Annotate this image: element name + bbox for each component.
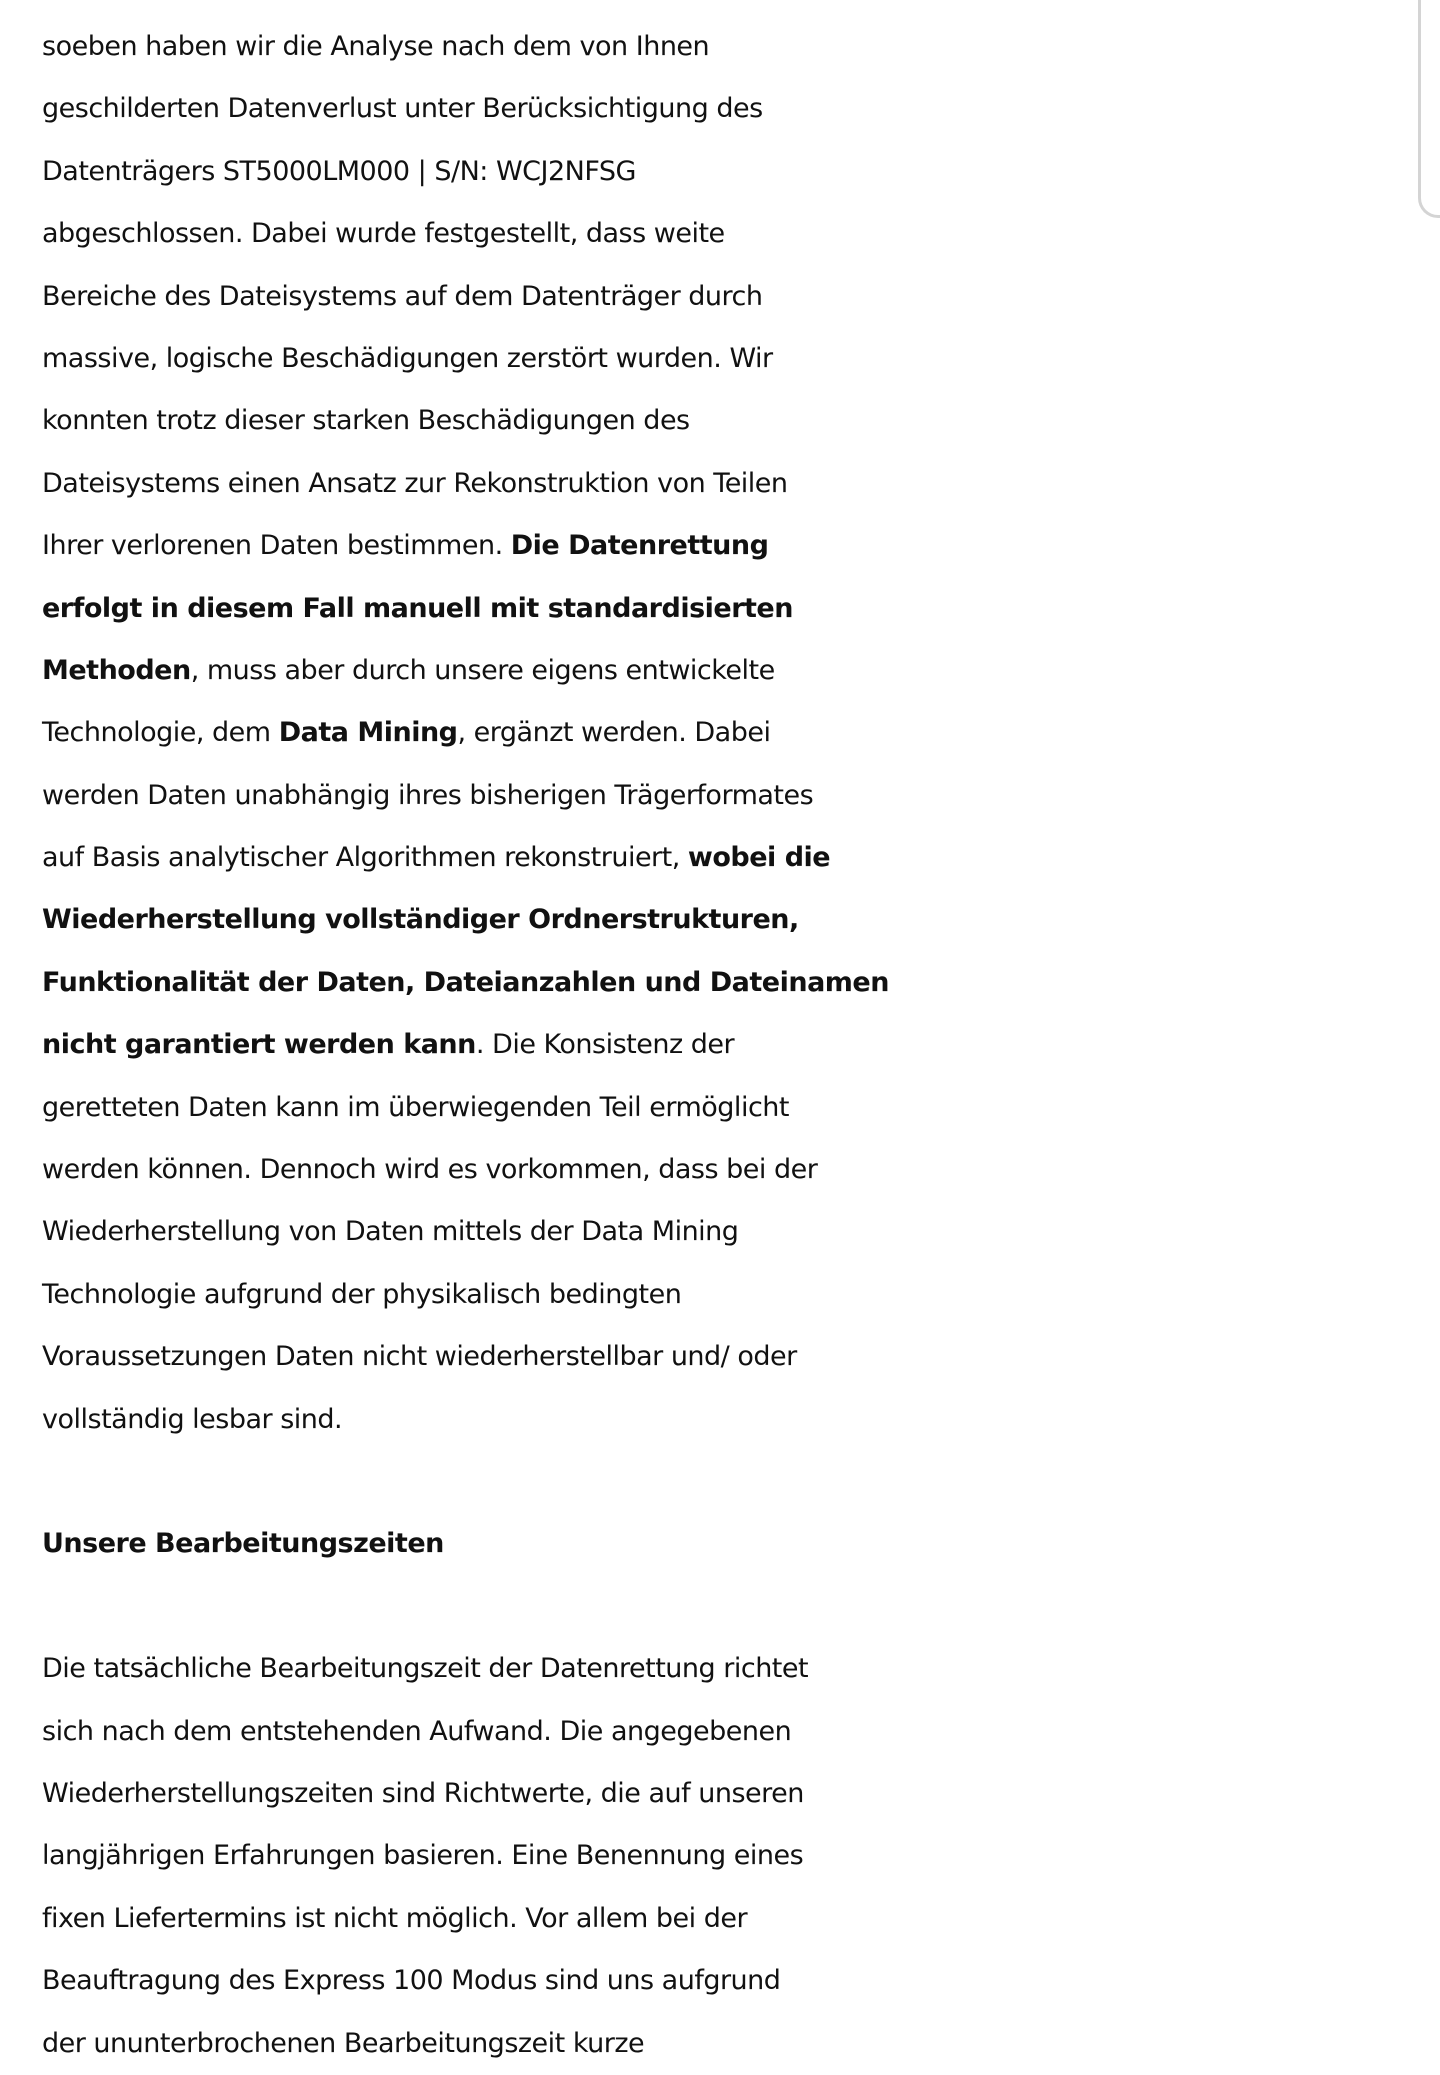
bold-run: Wiederherstellung vollständiger Ordnerstrukturen, [42, 904, 799, 936]
bold-run: Funktionalität der Daten, Dateianzahlen und Dateinamen [42, 966, 889, 998]
text-run: Technologie, dem [42, 717, 279, 749]
bold-run: erfolgt in diesem Fall manuell mit standardisierten [42, 592, 793, 624]
section-heading: Unsere Bearbeitungszeiten [42, 1528, 444, 1560]
text-line: Bereiche des Dateisystems auf dem Datenträger durch [42, 280, 763, 312]
text-line: konnten trotz dieser starken Beschädigungen des [42, 405, 690, 437]
scrollbar[interactable] [1418, 0, 1440, 218]
text-line: geschilderten Datenverlust unter Berücksichtigung des [42, 93, 763, 125]
text-line [42, 640, 1432, 702]
bold-run: wobei die [687, 842, 831, 874]
text-line [42, 578, 1432, 640]
bold-run: nicht garantiert werden kann [42, 1029, 476, 1061]
text-line: Technologie aufgrund der physikalisch bedingten [42, 1278, 682, 1310]
text-line [42, 702, 1432, 764]
text-run: , ergänzt werden. Dabei [457, 717, 771, 749]
text-line: massive, logische Beschädigungen zerstört wurden. Wir [42, 342, 773, 374]
text-line: der ununterbrochenen Bearbeitungszeit kurze [42, 2027, 645, 2059]
text-line: soeben haben wir die Analyse nach dem von Ihnen [42, 31, 710, 62]
text-line [42, 515, 1432, 577]
text-line: Wiederherstellungszeiten sind Richtwerte, die auf unseren [42, 1777, 804, 1809]
bold-run: Methoden [42, 654, 191, 686]
paragraph-spacer [42, 1576, 1432, 1638]
email-body [42, 16, 1432, 2075]
text-run: Ihrer verlorenen Daten bestimmen. [42, 530, 511, 562]
paragraph-spacer [42, 1451, 1432, 1513]
text-line: sich nach dem entstehenden Aufwand. Die angegebenen [42, 1715, 792, 1747]
text-line: Voraussetzungen Daten nicht wiederherstellbar und/ oder [42, 1341, 797, 1373]
processing-time-paragraph [42, 1638, 1432, 2075]
text-line: geretteten Daten kann im überwiegenden Teil ermöglicht [42, 1091, 789, 1123]
text-line: abgeschlossen. Dabei wurde festgestellt, dass weite [42, 218, 725, 250]
text-run: . Die Konsistenz der [475, 1029, 735, 1061]
text-run: , muss aber durch unsere eigens entwickelte [190, 654, 775, 686]
text-line: Wiederherstellung von Daten mittels der Data Mining [42, 1216, 739, 1248]
text-line [42, 889, 1432, 951]
text-line: Dateisystems einen Ansatz zur Rekonstruktion von Teilen [42, 467, 788, 499]
text-line: Beauftragung des Express 100 Modus sind uns aufgrund [42, 1965, 781, 1997]
text-line: langjährigen Erfahrungen basieren. Eine Benennung eines [42, 1840, 804, 1872]
text-line [42, 827, 1432, 889]
text-line: Datenträgers ST5000LM000 | S/N: WCJ2NFSG [42, 155, 636, 187]
bold-run: Data Mining [278, 717, 458, 749]
text-line: Die tatsächliche Bearbeitungszeit der Datenrettung richtet [42, 1653, 809, 1685]
text-run: auf Basis analytischer Algorithmen rekonstruiert, [42, 842, 688, 874]
analysis-paragraph [42, 16, 1432, 1451]
text-line: werden Daten unabhängig ihres bisherigen Trägerformates [42, 779, 814, 811]
text-line: werden können. Dennoch wird es vorkommen, dass bei der [42, 1154, 818, 1186]
bold-run: Die Datenrettung [510, 530, 769, 562]
text-line: fixen Liefertermins ist nicht möglich. Vor allem bei der [42, 1902, 748, 1934]
text-line [42, 1014, 1432, 1076]
text-line [42, 952, 1432, 1014]
text-line: vollständig lesbar sind. [42, 1403, 343, 1435]
